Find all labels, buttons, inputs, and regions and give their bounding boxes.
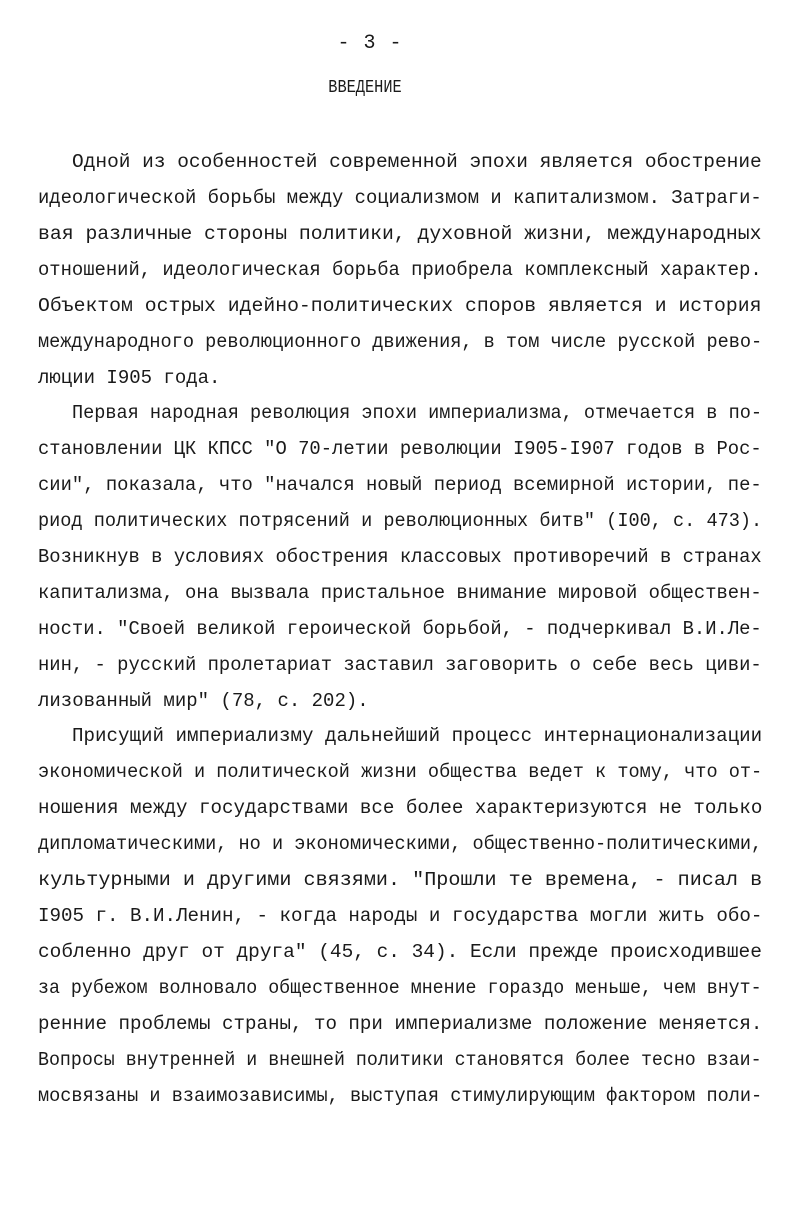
text-line: идеологической борьбы между социализмом и капитализмом. Затраги- (38, 187, 762, 209)
text-line: Вопросы внутренней и внешней политики становятся более тесно взаи- (38, 1049, 762, 1071)
text-line: вая различные стороны политики, духовной жизни, международных (38, 223, 762, 245)
text-line: I905 г. В.И.Ленин, - когда народы и государства могли жить обо- (38, 905, 763, 927)
text-line: международного революционного движения, в том числе русской рево- (38, 331, 763, 353)
text-line: ности. "Своей великой героической борьбой, - подчеркивал В.И.Ле- (38, 618, 762, 640)
text-line: лизованный мир" (78, с. 202). (38, 690, 369, 712)
text-line: Возникнув в условиях обострения классовых противоречий в странах (38, 546, 762, 568)
text-line: риод политических потрясений и революционных битв" (I00, с. 473). (38, 510, 763, 532)
text-line: за рубежом волновало общественное мнение гораздо меньше, чем внут- (38, 977, 762, 999)
text-line: Одной из особенностей современной эпохи является обострение (72, 151, 762, 173)
text-line: Присущий империализму дальнейший процесс интернационализации (72, 725, 763, 747)
text-line: экономической и политической жизни общества ведет к тому, что от- (38, 761, 763, 783)
text-line: ношения между государствами все более характеризуются не только (38, 797, 763, 819)
text-line: Объектом острых идейно-политических споров является и история (38, 295, 762, 317)
text-line: нин, - русский пролетариат заставил заговорить о себе весь циви- (38, 654, 762, 676)
text-line: капитализма, она вызвала пристальное внимание мировой обществен- (38, 582, 762, 604)
page-number: - 3 - (337, 32, 403, 55)
text-line: Первая народная революция эпохи империализма, отмечается в по- (72, 402, 762, 424)
text-line: культурными и другими связями. "Прошли те времена, - писал в (38, 869, 763, 891)
text-line: дипломатическими, но и экономическими, общественно-политическими, (38, 833, 763, 855)
page-title: ВВЕДЕНИЕ (328, 78, 402, 98)
text-line: сии", показала, что "начался новый период всемирной истории, пе- (38, 474, 762, 496)
text-line: люции I905 года. (38, 367, 221, 389)
text-line: собленно друг от друга" (45, с. 34). Если прежде происходившее (38, 941, 762, 963)
text-line: отношений, идеологическая борьба приобрела комплексный характер. (38, 259, 762, 281)
text-line: ренние проблемы страны, то при империализме положение меняется. (38, 1013, 763, 1035)
text-line: становлении ЦК КПСС "О 70-летии революции I905-I907 годов в Рос- (38, 438, 762, 460)
text-line: мосвязаны и взаимозависимы, выступая стимулирующим фактором поли- (38, 1085, 763, 1107)
